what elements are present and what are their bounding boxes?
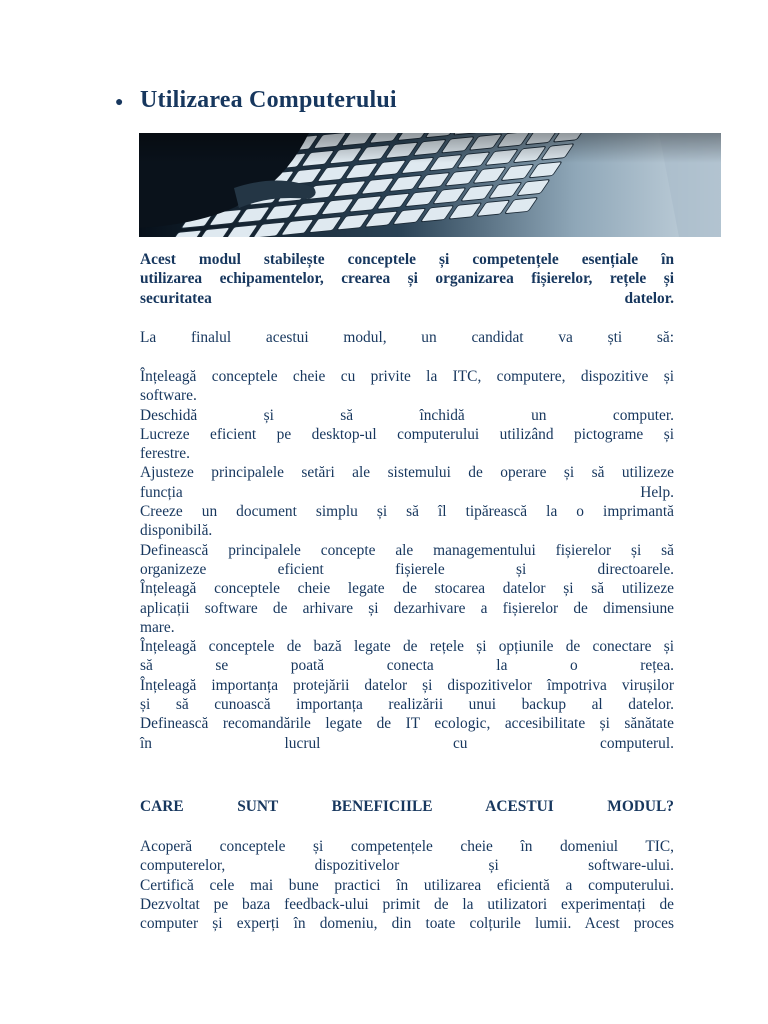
bullet-icon: ● — [115, 95, 124, 110]
outcome-line: mare. — [140, 618, 175, 636]
outcome-line: să se poată conecta la o rețea. — [140, 657, 674, 675]
benefit-line: Acoperă conceptele și competențele cheie în domeniul TIC, — [140, 838, 674, 855]
outcome-line: și să cunoască importanța realizării unui backup al datelor. — [140, 696, 674, 714]
benefit-line: computerelor, dispozitivelor și software-ului. — [140, 857, 674, 875]
outcome-line: organizeze eficient fișierele și directoarele. — [140, 560, 674, 578]
outcome-line: aplicații software de arhivare și dezarhivare a fișierelor de dimensiune — [140, 599, 674, 617]
intro-line: utilizarea echipamentelor, crearea și organizarea fișierelor, rețele și — [140, 270, 674, 288]
benefit-line: Certifică cele mai bune practici în utilizarea eficientă a computerului. — [140, 876, 674, 894]
keyboard-illustration — [139, 133, 721, 237]
outcome-line: disponibilă. — [140, 522, 213, 540]
benefit-line: computer și experți în domeniu, din toate colțurile lumii. Acest proces — [140, 915, 674, 933]
outcome-line: Definească principalele concepte ale managementului fișierelor și să — [140, 541, 674, 559]
keyboard-banner-image — [139, 133, 721, 237]
outcome-line: Ajusteze principalele setări ale sistemului de operare și să utilizeze — [140, 464, 674, 482]
outcome-line: Înțeleagă conceptele cheie legate de stocarea datelor și să utilizeze — [140, 580, 674, 598]
outcome-line: Înțeleagă conceptele cheie cu privite la ITC, computere, dispozitive și — [140, 368, 674, 385]
outcome-line: funcția Help. — [140, 483, 674, 501]
benefit-line: Dezvoltat pe baza feedback-ului primit de la utilizatori experimentați de — [140, 895, 674, 913]
outcome-line: Creeze un document simplu și să îl tipărească la o imprimantă — [140, 503, 674, 521]
intro-line: Acest modul stabilește conceptele și competențele esențiale în — [140, 251, 674, 268]
outcome-line: Înțeleagă conceptele de bază legate de rețele și opțiunile de conectare și — [140, 638, 674, 656]
benefits-heading: CARE SUNT BENEFICIILE ACESTUI MODUL? — [140, 798, 674, 815]
intro-paragraph — [140, 250, 674, 308]
outcome-line: Înțeleagă importanța protejării datelor și dispozitivelor împotriva virușilor — [140, 676, 674, 694]
outcome-line: Deschidă și să închidă un computer. — [140, 406, 674, 424]
outcome-line: Definească recomandările legate de IT ecologic, accesibilitate și sănătate — [140, 715, 674, 733]
section-title: Utilizarea Computerului — [140, 87, 397, 113]
benefits-list — [140, 837, 674, 933]
outcomes-list — [140, 367, 674, 753]
outcome-line: Lucreze eficient pe desktop-ul computerului utilizând pictograme și — [140, 425, 674, 443]
outcome-line: în lucrul cu computerul. — [140, 734, 674, 752]
outcome-line: software. — [140, 387, 197, 405]
lead-sentence: La finalul acestui modul, un candidat va ști să: — [140, 329, 674, 346]
intro-line: securitatea datelor. — [140, 289, 674, 307]
outcome-line: ferestre. — [140, 445, 190, 463]
